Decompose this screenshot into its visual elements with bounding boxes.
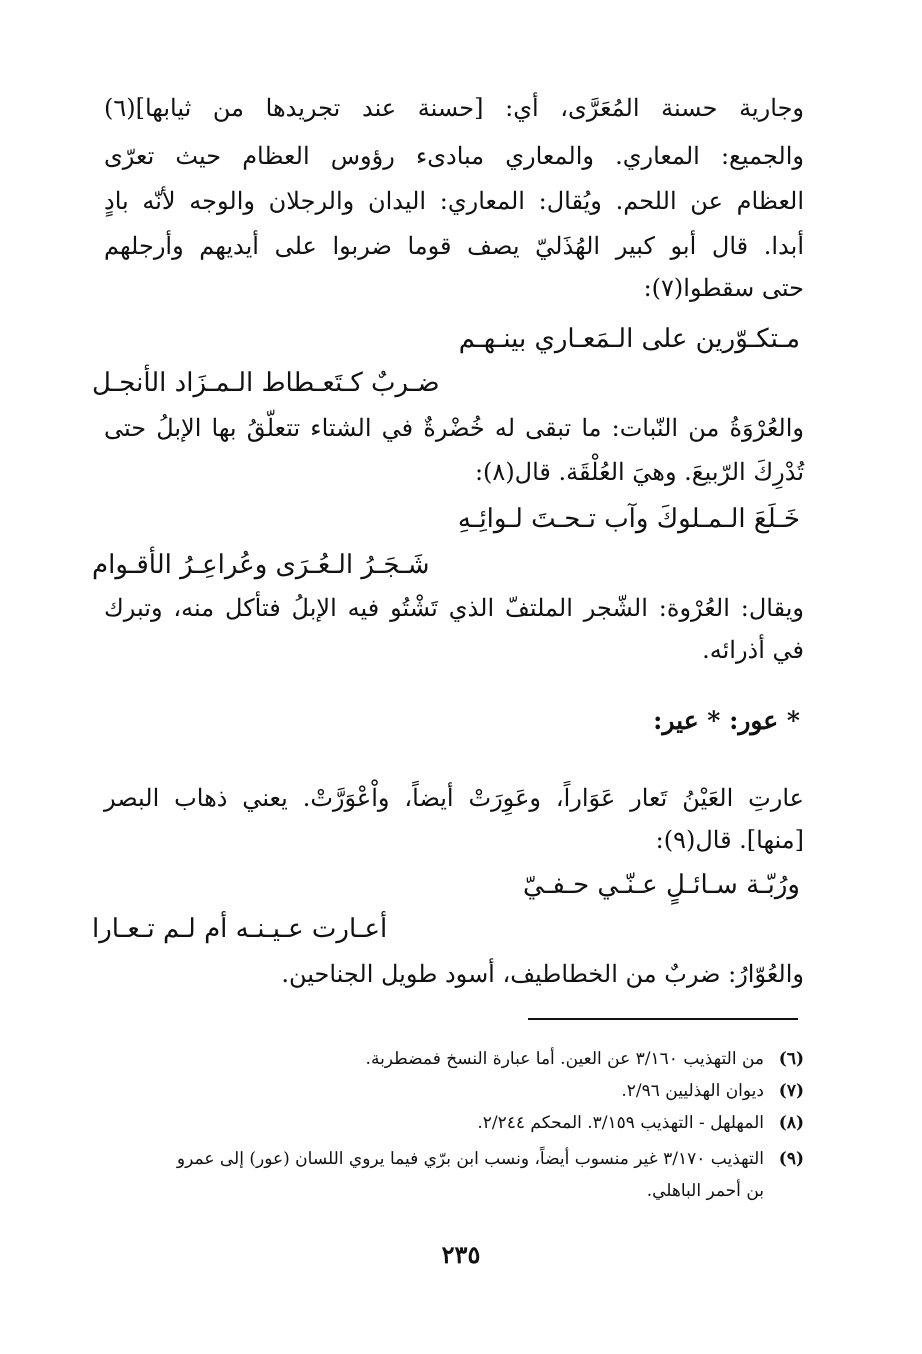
footnote bbox=[104, 1146, 804, 1172]
verse-line: ضـربٌ كـتَعـطاط الـمـزَاد الأنجـل bbox=[92, 368, 440, 398]
verse-line: أعـارت عـيـنـه أم لـم تـعـارا bbox=[92, 914, 388, 944]
text-line: والجميع: المعاري. والمعاري مبادىء رؤوس العظام حيث تعرّى bbox=[104, 142, 804, 170]
footnote-divider bbox=[528, 1018, 798, 1020]
verse-line: خَـلَعَ الـمـلوكَ وآب تـحـتَ لـوائِـهِ bbox=[457, 504, 800, 534]
text-line: حتى سقطوا(٧): bbox=[643, 274, 804, 302]
footnote-number: (٧) bbox=[778, 1081, 804, 1101]
text-line: العظام عن اللحم. ويُقال: المعاري: اليدان والرجلان والوجه لأنّه بادٍ bbox=[104, 187, 804, 215]
text-line: والعُوّارُ: ضربٌ من الخطاطيف، أسود طويل الجناحين. bbox=[281, 960, 804, 988]
text-line: في أذرائه. bbox=[702, 636, 804, 664]
verse-line: مـتكـوّرين على الـمَعـاري بينـهـم bbox=[458, 324, 800, 354]
text-line: وجارية حسنة المُعَرَّى، أي: [حسنة عند تجريدها من ثيابها](٦) bbox=[104, 94, 804, 122]
footnote-text: المهلهل - التهذيب ٣/١٥٩. المحكم ٢/٢٤٤. bbox=[477, 1113, 764, 1133]
verse-line: شَـجَـرُ الـعُـرَى وعُراعِـرُ الأقـوام bbox=[92, 550, 430, 580]
text-line: [منها]. قال(٩): bbox=[655, 826, 804, 854]
footnote bbox=[104, 1046, 804, 1072]
footnote-number: (٩) bbox=[778, 1149, 804, 1169]
text-line: أبدا. قال أبو كبير الهُذَليّ يصف قوما ضربوا على أيديهم وأرجلهم bbox=[104, 232, 804, 260]
text-line: عارتِ العَيْنُ تَعار عَوَاراً، وعَوِرَتْ أيضاً، واْعْوَرَّتْ. يعني ذهاب البصر bbox=[104, 784, 804, 812]
entry-heading: * عور: * عير: bbox=[653, 706, 800, 735]
footnote bbox=[104, 1110, 804, 1136]
footnote-text: من التهذيب ٣/١٦٠ عن العين. أما عبارة النسخ فمضطربة. bbox=[365, 1049, 764, 1069]
text-line: ويقال: العُرْوة: الشّجر الملتفّ الذي تَشْتُو فيه الإبلُ فتأكل منه، وتبرك bbox=[104, 594, 804, 622]
footnote-text: التهذيب ٣/١٧٠ غير منسوب أيضاً، ونسب ابن برّي فيما يروي اللسان (عور) إلى عمرو bbox=[176, 1149, 764, 1169]
footnote-text: ديوان الهذليين ٢/٩٦. bbox=[621, 1081, 764, 1101]
verse-line: ورُبّـة سـائـلٍ عـنّـي حـفـيّ bbox=[523, 870, 800, 900]
footnote bbox=[104, 1078, 804, 1104]
text-line: تُدْرِكَ الرّبيعَ. وهيَ العُلْقَة. قال(٨): bbox=[474, 458, 804, 486]
footnote-number: (٦) bbox=[778, 1049, 804, 1069]
page-number: ٢٣٥ bbox=[441, 1240, 481, 1269]
footnote-continuation: بن أحمر الباهلي. bbox=[646, 1181, 764, 1201]
footnote-number: (٨) bbox=[778, 1113, 804, 1133]
text-line: والعُرْوَةُ من النّبات: ما تبقى له خُضْرةٌ في الشتاء تتعلّقُ بها الإبلُ حتى bbox=[104, 414, 804, 442]
